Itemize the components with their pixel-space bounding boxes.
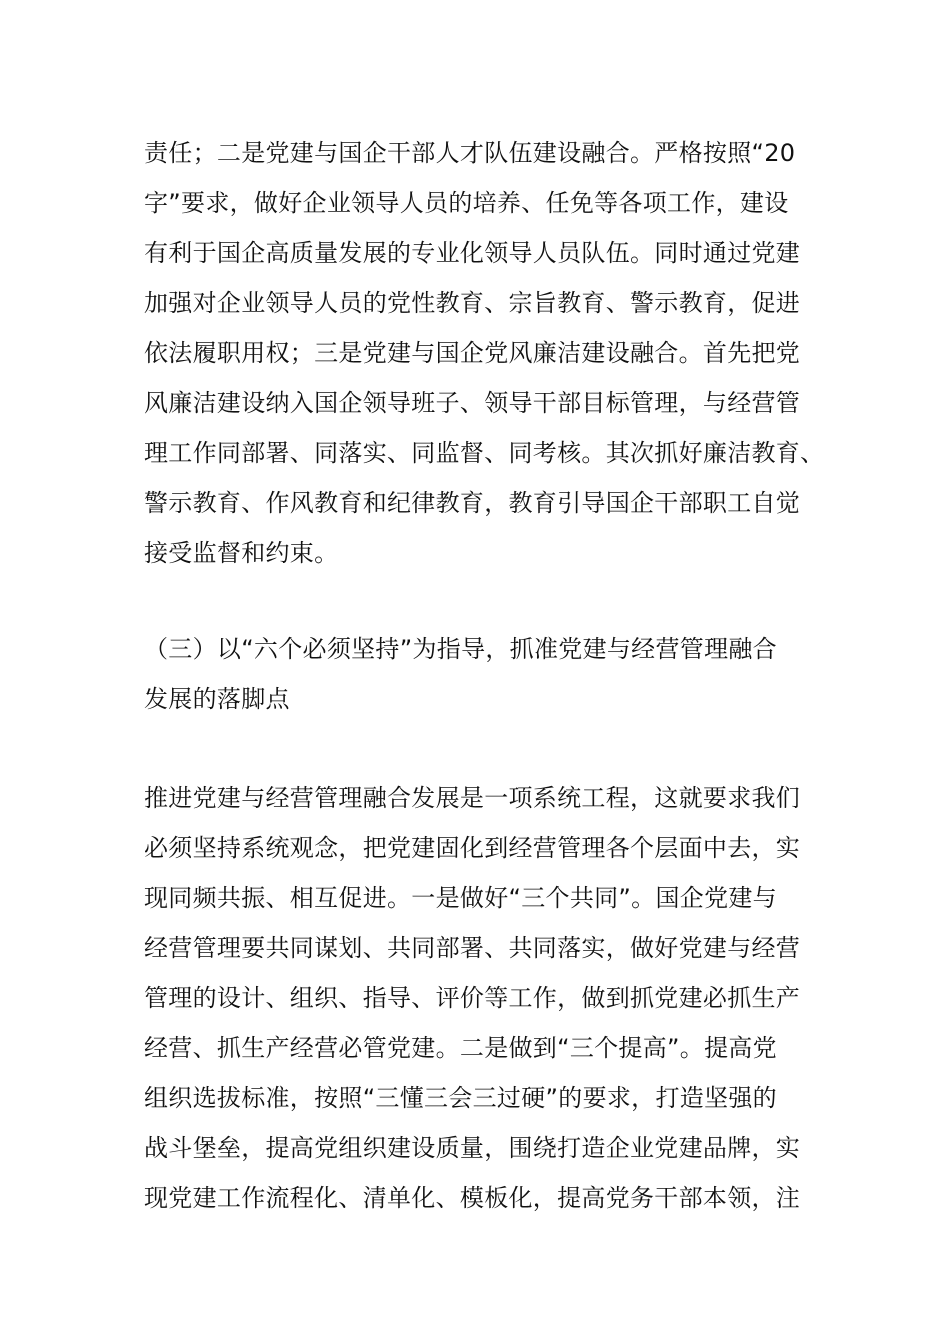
paragraph-2-line: 现同频共振、相互促进。一是做好“三个共同”。国企党建与 bbox=[144, 884, 777, 912]
paragraph-2-line: 必须坚持系统观念，把党建固化到经营管理各个层面中去，实 bbox=[144, 834, 801, 862]
paragraph-1-line: 警示教育、作风教育和纪律教育，教育引导国企干部职工自觉 bbox=[144, 489, 801, 517]
paragraph-1-line: 加强对企业领导人员的党性教育、宗旨教育、警示教育，促进 bbox=[144, 289, 801, 317]
paragraph-2-line: 管理的设计、组织、指导、评价等工作，做到抓党建必抓生产 bbox=[144, 984, 801, 1012]
section-heading-line: （三）以“六个必须坚持”为指导，抓准党建与经营管理融合 bbox=[144, 635, 777, 663]
paragraph-2-line: 推进党建与经营管理融合发展是一项系统工程，这就要求我们 bbox=[144, 784, 801, 812]
paragraph-2-line: 战斗堡垒，提高党组织建设质量，围绕打造企业党建品牌，实 bbox=[144, 1134, 801, 1162]
paragraph-1-line: 字”要求，做好企业领导人员的培养、任免等各项工作，建设 bbox=[144, 189, 789, 217]
paragraph-2-line: 现党建工作流程化、清单化、模板化，提高党务干部本领，注 bbox=[144, 1184, 801, 1212]
paragraph-1-line: 风廉洁建设纳入国企领导班子、领导干部目标管理，与经营管 bbox=[144, 389, 801, 417]
paragraph-1-line: 理工作同部署、同落实、同监督、同考核。其次抓好廉洁教育、 bbox=[144, 439, 825, 467]
paragraph-1-line: 有利于国企高质量发展的专业化领导人员队伍。同时通过党建 bbox=[144, 239, 801, 267]
paragraph-2-line: 经营、抓生产经营必管党建。二是做到“三个提高”。提高党 bbox=[144, 1034, 777, 1062]
paragraph-2-line: 经营管理要共同谋划、共同部署、共同落实，做好党建与经营 bbox=[144, 934, 801, 962]
paragraph-1-line: 依法履职用权；三是党建与国企党风廉洁建设融合。首先把党 bbox=[144, 339, 801, 367]
paragraph-2-line: 组织选拔标准，按照“三懂三会三过硬”的要求，打造坚强的 bbox=[144, 1084, 777, 1112]
paragraph-1-line: 接受监督和约束。 bbox=[144, 539, 339, 567]
paragraph-1-line: 责任；二是党建与国企干部人才队伍建设融合。严格按照“20 bbox=[144, 139, 796, 167]
section-heading-line: 发展的落脚点 bbox=[144, 685, 290, 713]
